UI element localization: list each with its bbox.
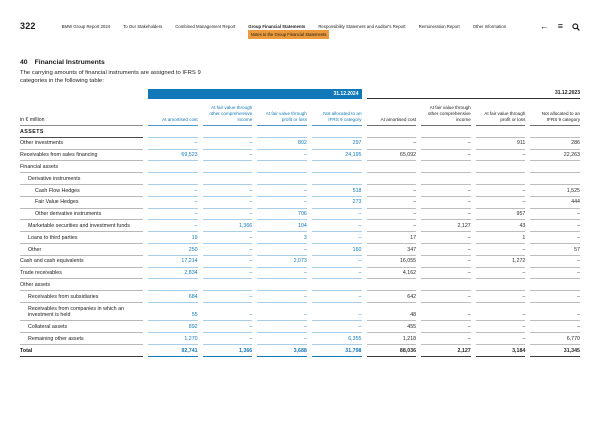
cell-2023: 911	[476, 138, 526, 150]
cell-2024: –	[203, 268, 253, 280]
back-arrow-icon[interactable]: ←	[539, 21, 549, 31]
cell-2023: –	[421, 268, 471, 280]
cell-2024: –	[257, 185, 307, 197]
cell-2024: –	[257, 197, 307, 209]
nav-item-financial-statements[interactable]	[248, 24, 327, 37]
cell-2023: 1,525	[530, 185, 580, 197]
cell-2023: 3,184	[476, 345, 526, 357]
cell-2024: 250	[148, 244, 198, 256]
cell-2024: –	[257, 333, 307, 345]
nav-item-label: Group Financial Statements	[248, 24, 306, 29]
cell-2024: 706	[257, 209, 307, 221]
cell-2023: 642	[367, 291, 417, 303]
cell-2023: –	[421, 138, 471, 150]
search-icon[interactable]	[572, 23, 580, 31]
cell-2024: 2,834	[148, 268, 198, 280]
cell-2024	[203, 168, 253, 173]
row-label: Other investments	[20, 138, 143, 150]
page-header	[20, 21, 580, 37]
cell-2023: –	[476, 244, 526, 256]
cell-2024: 3	[257, 232, 307, 244]
cell-2024: –	[203, 256, 253, 268]
cell-2024: 104	[257, 220, 307, 232]
row-label: Loans to third parties	[20, 232, 143, 244]
cell-2024: –	[203, 138, 253, 150]
cell-2024: –	[312, 268, 362, 280]
cell-2023: –	[530, 321, 580, 333]
row-label: Derivative instruments	[20, 173, 143, 185]
cell-2023: 48	[367, 310, 417, 322]
cell-2023: –	[367, 185, 417, 197]
cell-2023: –	[421, 244, 471, 256]
cell-2024: –	[148, 197, 198, 209]
menu-icon[interactable]: ≡	[557, 21, 563, 31]
cell-2024: –	[312, 232, 362, 244]
cell-2024: –	[203, 197, 253, 209]
nav-item-remuneration[interactable]: Remuneration Report	[418, 24, 460, 29]
cell-2023: –	[476, 291, 526, 303]
cell-2023: –	[530, 291, 580, 303]
cell-2023: 22,263	[530, 150, 580, 162]
cell-2024: –	[312, 220, 362, 232]
column-header-2024-not-allocated: Not allocated to an IFRS 9 category	[312, 105, 362, 126]
cell-2023: –	[421, 310, 471, 322]
column-header-2024-amortised: At amortised cost	[148, 111, 198, 126]
row-label: Collateral assets	[20, 321, 143, 333]
section-number: 40	[20, 59, 28, 66]
cell-2023: 347	[367, 244, 417, 256]
cell-2023: 65,092	[367, 150, 417, 162]
cell-2024: –	[312, 256, 362, 268]
cell-2023: –	[421, 321, 471, 333]
nav-item-responsibility[interactable]: Responsibility Statement and Auditor's Report	[318, 24, 406, 29]
cell-2024: 802	[257, 138, 307, 150]
nav-item-management-report[interactable]: Combined Management Report	[175, 24, 236, 29]
cell-2023: –	[476, 197, 526, 209]
cell-2024: 2,073	[257, 256, 307, 268]
cell-2023: –	[367, 138, 417, 150]
cell-2023: 2,127	[421, 220, 471, 232]
cell-2023: 957	[476, 209, 526, 221]
cell-2024: 160	[312, 244, 362, 256]
row-label: Fair Value Hedges	[20, 197, 143, 209]
row-label: Receivables from sales financing	[20, 150, 143, 162]
cell-2024: 92,741	[148, 345, 198, 357]
column-header-2023-not-allocated: Not allocated to an IFRS 9 category	[530, 105, 580, 126]
cell-2023: –	[476, 321, 526, 333]
cell-2024: 1,366	[203, 220, 253, 232]
subnav-notes[interactable]: Notes to the Group Financial Statements	[248, 30, 329, 39]
cell-2023	[476, 168, 526, 173]
intro-text: The carrying amounts of financial instruments are assigned to IFRS 9 categories in the following table:	[20, 70, 201, 85]
cell-2024: –	[148, 209, 198, 221]
cell-2023: –	[476, 333, 526, 345]
cell-2024	[148, 168, 198, 173]
cell-2023: –	[476, 150, 526, 162]
cell-2024: 19	[148, 232, 198, 244]
cell-2024: –	[203, 209, 253, 221]
cell-2023	[421, 168, 471, 173]
row-label: Remaining other assets	[20, 333, 143, 345]
cell-2024: –	[312, 209, 362, 221]
period-band-2024: 31.12.2024	[148, 89, 362, 99]
financial-instruments-table	[20, 88, 580, 357]
row-label: Total	[20, 345, 143, 357]
cell-2024: –	[203, 185, 253, 197]
cell-2023: –	[367, 197, 417, 209]
cell-2023	[367, 168, 417, 173]
cell-2024: 1,366	[203, 345, 253, 357]
section-heading: Financial Instruments	[34, 59, 105, 66]
cell-2023	[530, 168, 580, 173]
cell-2024: –	[203, 333, 253, 345]
cell-2023: –	[421, 209, 471, 221]
cell-2024: 892	[148, 321, 198, 333]
column-header-2024-pl: At fair value through profit or loss	[257, 105, 307, 126]
unit-label: in € million	[20, 111, 143, 126]
cell-2023: –	[476, 310, 526, 322]
cell-2024: 69,523	[148, 150, 198, 162]
cell-2023: 6,770	[530, 333, 580, 345]
row-label: Receivables from companies in which an investment is held	[20, 303, 143, 321]
cell-2023: –	[476, 268, 526, 280]
cell-2024	[312, 168, 362, 173]
cell-2023: –	[530, 220, 580, 232]
cell-2024: –	[257, 244, 307, 256]
period-band-2023: 31.12.2023	[367, 88, 581, 99]
cell-2024: 17,214	[148, 256, 198, 268]
cell-2023: 455	[367, 321, 417, 333]
cell-2024: –	[257, 321, 307, 333]
row-label: Marketable securities and investment funds	[20, 220, 143, 232]
cell-2024: –	[257, 291, 307, 303]
cell-2024: –	[203, 310, 253, 322]
cell-2024: –	[257, 268, 307, 280]
top-nav	[61, 24, 507, 37]
cell-2023: –	[421, 150, 471, 162]
cell-2023: 88,036	[367, 345, 417, 357]
cell-2023: –	[421, 291, 471, 303]
cell-2024: 1,270	[148, 333, 198, 345]
cell-2023: 43	[476, 220, 526, 232]
row-label: ASSETS	[20, 126, 143, 138]
cell-2023: –	[421, 333, 471, 345]
cell-2023: –	[530, 232, 580, 244]
nav-item-other-info[interactable]: Other Information	[472, 24, 507, 29]
cell-2023: –	[367, 220, 417, 232]
cell-2023: 4,162	[367, 268, 417, 280]
cell-2023: 31,345	[530, 345, 580, 357]
row-label: Other assets	[20, 279, 143, 291]
cell-2023: –	[530, 256, 580, 268]
cell-2023: –	[476, 185, 526, 197]
cell-2023: –	[421, 185, 471, 197]
cell-2024: 55	[148, 310, 198, 322]
cell-2024: 297	[312, 138, 362, 150]
cell-2024: –	[203, 244, 253, 256]
cell-2024: –	[148, 138, 198, 150]
page-number: 322	[20, 21, 36, 31]
cell-2024: 3,688	[257, 345, 307, 357]
cell-2024: –	[148, 185, 198, 197]
cell-2023: 16,055	[367, 256, 417, 268]
column-header-2023-amortised: At amortised cost	[367, 111, 417, 126]
cell-2024: 273	[312, 197, 362, 209]
row-label: Other derivative instruments	[20, 209, 143, 221]
row-label: Trade receivables	[20, 268, 143, 280]
cell-2024: 518	[312, 185, 362, 197]
row-label: Other	[20, 244, 143, 256]
column-header-2023-pl: At fair value through profit or loss	[476, 105, 526, 126]
cell-2024: –	[203, 291, 253, 303]
cell-2023: –	[421, 197, 471, 209]
cell-2023: 2,127	[421, 345, 471, 357]
cell-2023: 1,218	[367, 333, 417, 345]
cell-2024: –	[203, 150, 253, 162]
cell-2023: 286	[530, 138, 580, 150]
cell-2023: –	[530, 310, 580, 322]
cell-2023: –	[421, 232, 471, 244]
section-title	[20, 59, 105, 66]
cell-2024: 684	[148, 291, 198, 303]
cell-2024: 24,195	[312, 150, 362, 162]
cell-2024: –	[312, 321, 362, 333]
cell-2024: –	[257, 150, 307, 162]
cell-2023: 1	[476, 232, 526, 244]
cell-2024: –	[312, 310, 362, 322]
column-header-2024-oci: At fair value through other comprehensive income	[203, 99, 253, 126]
row-label: Financial assets	[20, 161, 143, 173]
cell-2024: –	[203, 232, 253, 244]
row-label: Receivables from subsidiaries	[20, 291, 143, 303]
column-header-2023-oci: At fair value through other comprehensive income	[421, 99, 471, 126]
cell-2024: –	[312, 291, 362, 303]
cell-2023: –	[530, 268, 580, 280]
nav-item-stakeholders[interactable]: To Our Stakeholders	[123, 24, 163, 29]
cell-2023: –	[421, 256, 471, 268]
header-icons	[540, 22, 580, 31]
cell-2023: –	[530, 209, 580, 221]
cell-2024: –	[148, 220, 198, 232]
cell-2023: 17	[367, 232, 417, 244]
cell-2023: 57	[530, 244, 580, 256]
row-label: Cash and cash equivalents	[20, 256, 143, 268]
row-label: Cash Flow Hedges	[20, 185, 143, 197]
cell-2024: –	[203, 321, 253, 333]
cell-2024: 6,355	[312, 333, 362, 345]
cell-2024: 31,798	[312, 345, 362, 357]
cell-2024	[257, 168, 307, 173]
cell-2023: 1,272	[476, 256, 526, 268]
cell-2023: –	[367, 209, 417, 221]
cell-2024: –	[257, 310, 307, 322]
nav-item-report[interactable]: BMW Group Report 2024	[61, 24, 111, 29]
cell-2023: 444	[530, 197, 580, 209]
